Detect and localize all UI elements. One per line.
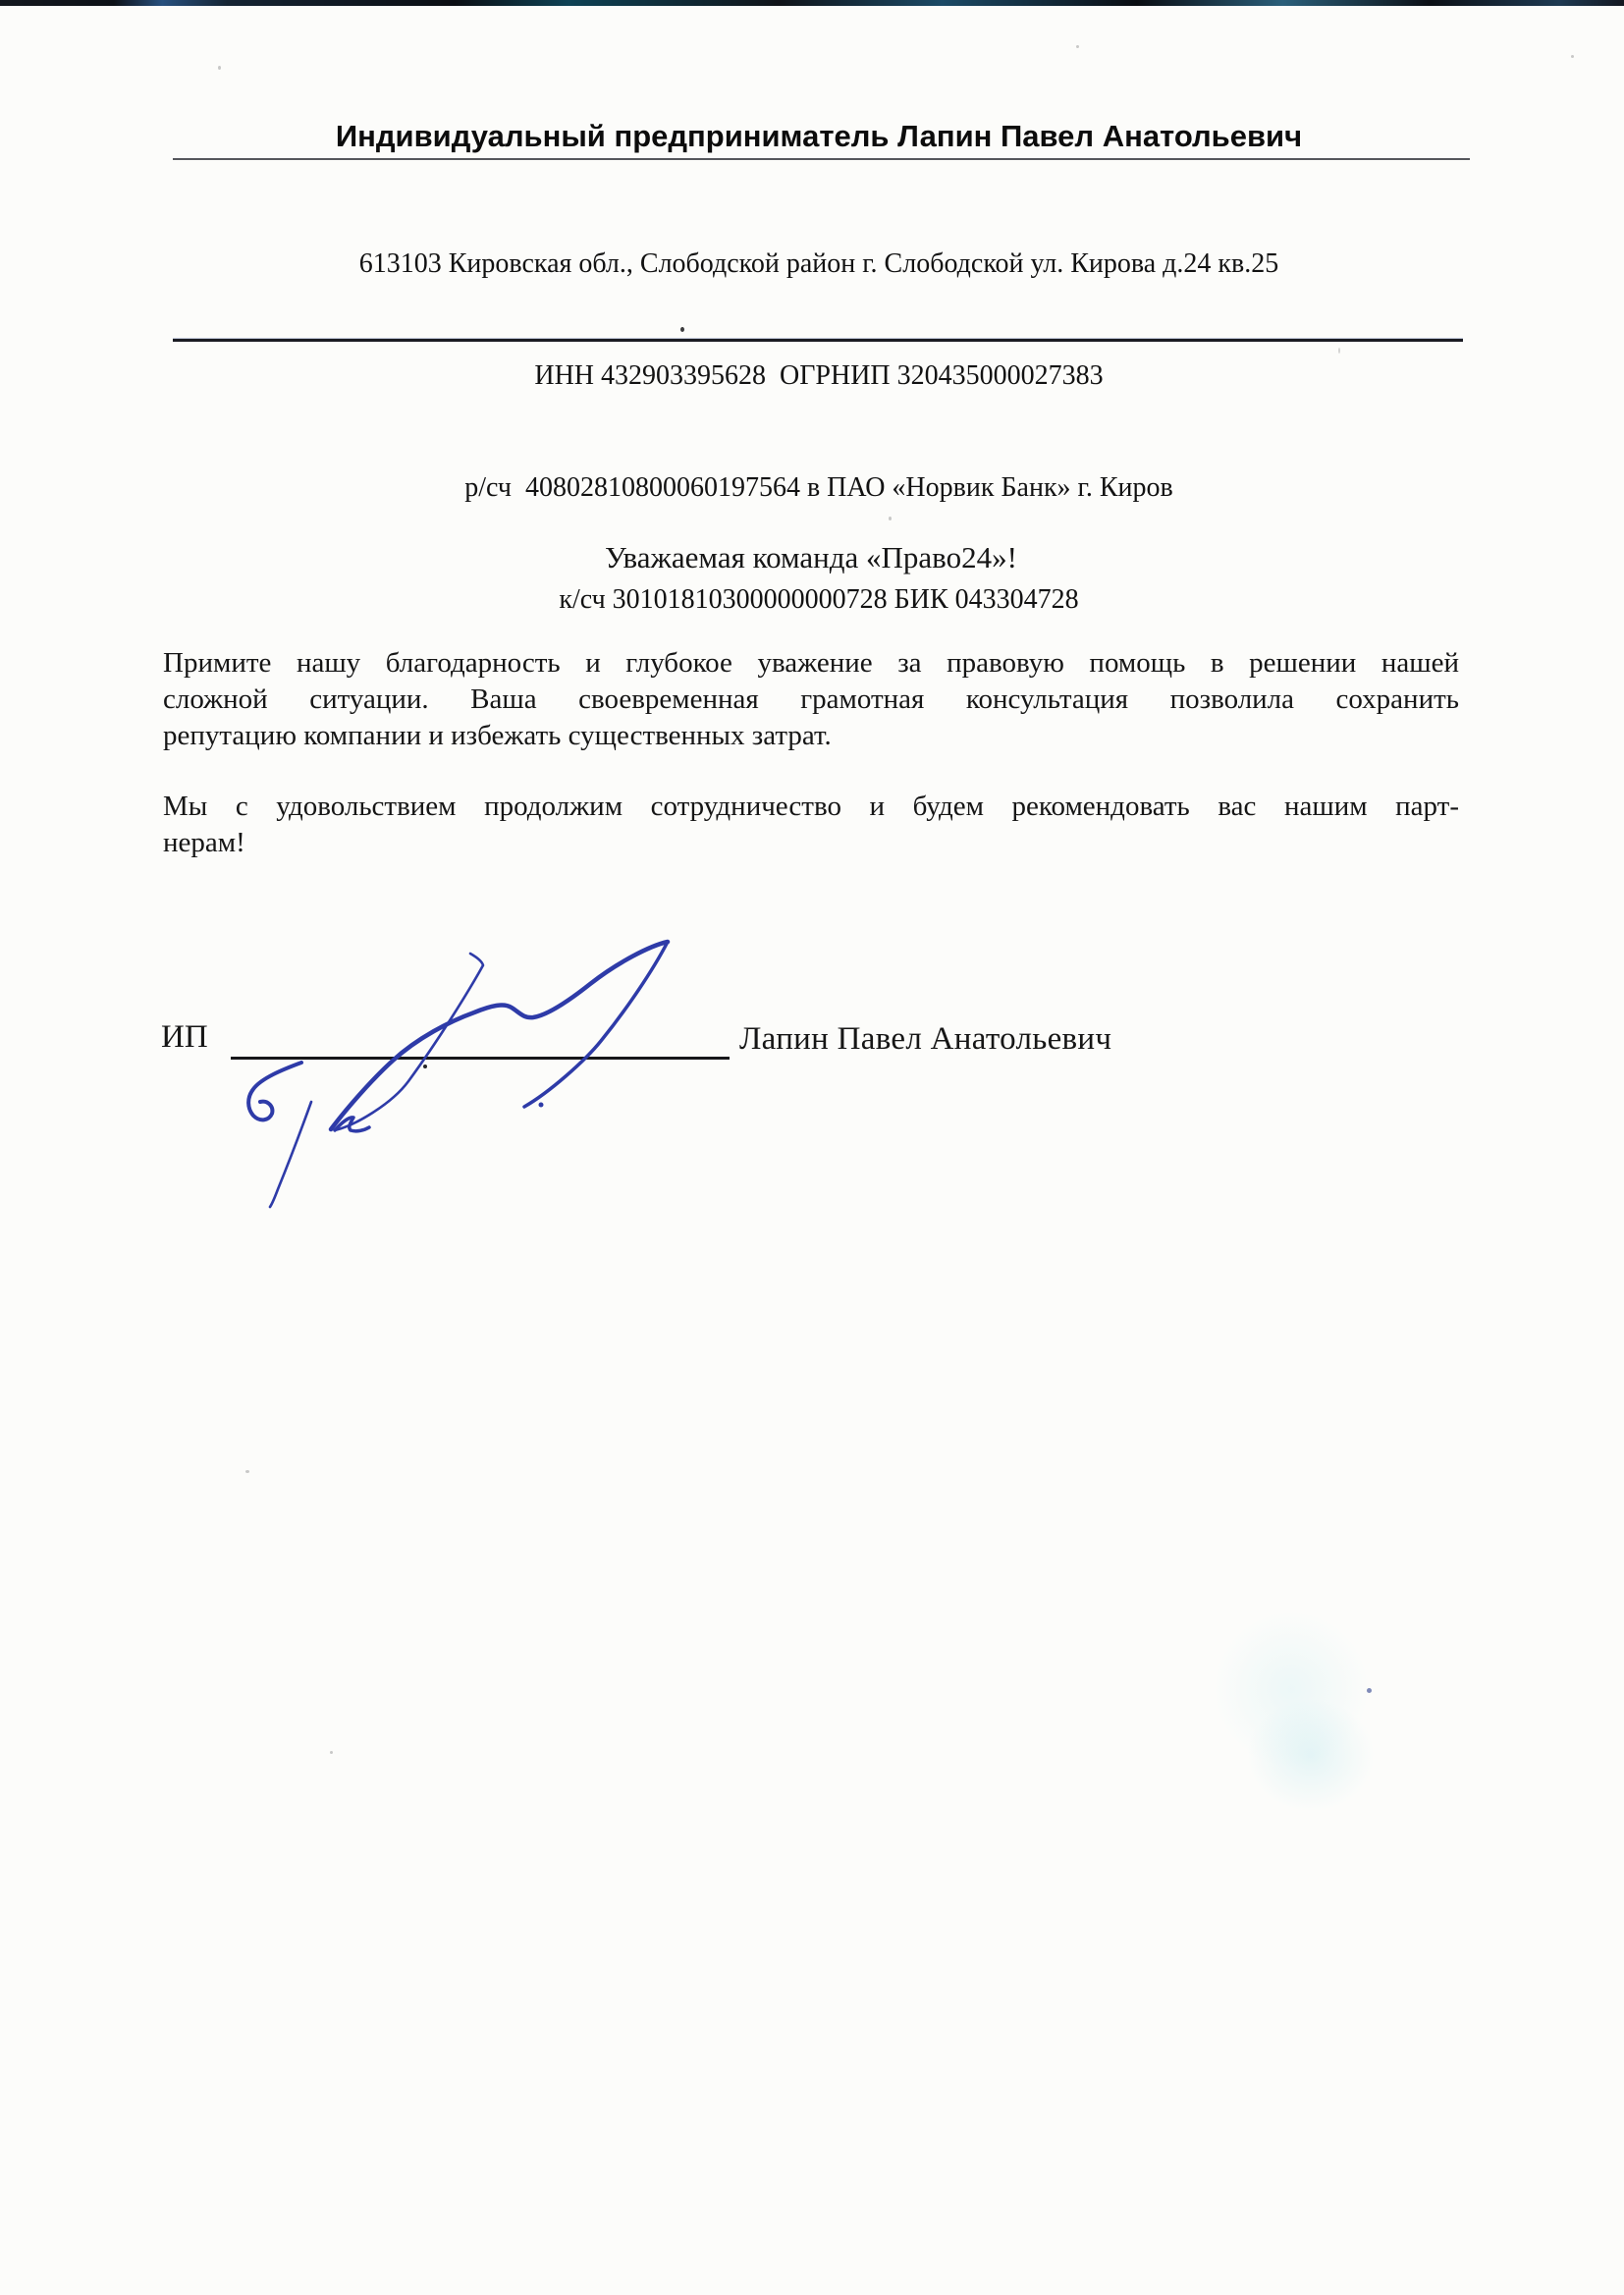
scan-smudge-dot — [1367, 1688, 1372, 1693]
scan-top-edge-artifact — [0, 0, 1624, 6]
scan-speck — [218, 66, 221, 70]
paragraph-line: сложной ситуации. Ваша своевременная грамотная консультация позволила сохранить — [163, 683, 1459, 715]
letterhead-address-line: 613103 Кировская обл., Слободской район г. Слободской ул. Кирова д.24 кв.25 — [358, 248, 1279, 279]
closing-paragraph — [163, 789, 1459, 861]
letterhead-rule-bottom — [173, 339, 1463, 342]
signature-ink-dot — [539, 1103, 544, 1108]
paragraph-line: репутацию компании и избежать существенных затрат. — [163, 720, 832, 751]
paragraph-line: Мы с удовольствием продолжим сотрудничество и будем рекомендовать вас нашим парт- — [163, 791, 1459, 822]
paragraph-line: нерам! — [163, 827, 245, 858]
ink-dot-artifact — [680, 327, 684, 332]
letterhead-bank-account-line: р/сч 40802810800060197564 в ПАО «Норвик Банк» г. Киров — [464, 472, 1173, 503]
scan-speck — [1076, 45, 1079, 48]
signature-stroke — [524, 942, 668, 1107]
salutation: Уважаемая команда «Право24»! — [605, 540, 1017, 574]
scan-speck — [1338, 348, 1340, 354]
scan-speck — [889, 517, 892, 520]
signature-stroke — [270, 1102, 311, 1207]
scan-speck — [617, 382, 621, 385]
scan-smudge — [1247, 1699, 1375, 1812]
letterhead-details — [173, 171, 1465, 693]
signature-stroke — [248, 1063, 301, 1120]
signature-stroke — [335, 954, 483, 1130]
handwritten-signature — [226, 923, 687, 1218]
scan-speck — [245, 1470, 249, 1473]
signature-stroke — [331, 942, 668, 1129]
letterhead-rule-top — [173, 158, 1470, 160]
letterhead-title: Индивидуальный предприниматель Лапин Павел Анатольевич — [335, 119, 1303, 153]
signer-role-label: ИП — [161, 1019, 208, 1055]
scan-speck — [1571, 55, 1574, 58]
paragraph-line: Примите нашу благодарность и глубокое уважение за правовую помощь в решении нашей — [163, 647, 1459, 679]
gratitude-paragraph — [163, 645, 1459, 754]
scan-speck — [330, 1751, 333, 1754]
letterhead-corr-bik-line: к/сч 30101810300000000728 БИК 043304728 — [559, 584, 1079, 615]
signer-name: Лапин Павел Анатольевич — [739, 1021, 1112, 1057]
letterhead-tax-ids-line: ИНН 432903395628 ОГРНИП 320435000027383 — [534, 360, 1104, 391]
